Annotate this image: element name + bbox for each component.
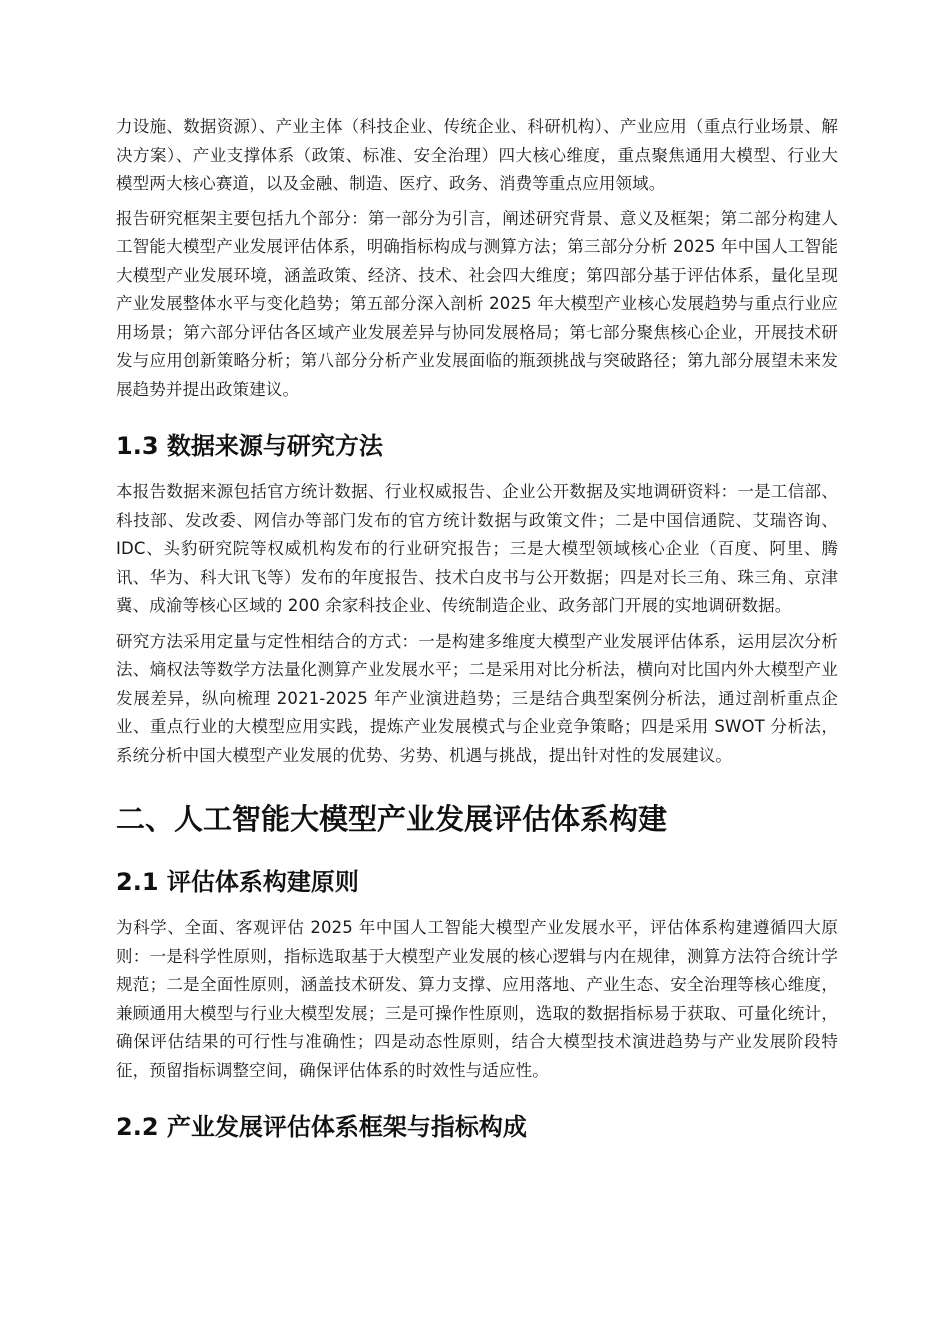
paragraph-methods: 研究方法采用定量与定性相结合的方式：一是构建多维度大模型产业发展评估体系，运用层次分析法、熵权法等数学方法量化测算产业发展水平；二是采用对比分析法，横向对比国内外大模型产业发展差异，纵向梳理 2021-2025 年产业演进趋势；三是结合典型案例分析法，通过剖析重点企业、重点行业的大模型应用实践，提炼产业发展模式与企业竞争策略；四是采用 SWOT 分析法，系统分析中国大模型产业发展的优势、劣势、机遇与挑战，提出针对性的发展建议。	[116, 631, 838, 765]
section-heading-2-1: 2.1 评估体系构建原则	[116, 868, 359, 896]
document-page	[116, 113, 838, 1143]
paragraph-data-sources: 本报告数据来源包括官方统计数据、行业权威报告、企业公开数据及实地调研资料：一是工信部、科技部、发改委、网信办等部门发布的官方统计数据与政策文件；二是中国信通院、艾瑞咨询、IDC、头豹研究院等权威机构发布的行业研究报告；三是大模型领域核心企业（百度、阿里、腾讯、华为、科大讯飞等）发布的年度报告、技术白皮书与公开数据；四是对长三角、珠三角、京津冀、成渝等核心区域的 200 余家科技企业、传统制造企业、政务部门开展的实地调研数据。	[116, 482, 838, 615]
paragraph-framework: 报告研究框架主要包括九个部分：第一部分为引言，阐述研究背景、意义及框架；第二部分构建人工智能大模型产业发展评估体系，明确指标构成与测算方法；第三部分分析 2025 年中国人工智能大模型产业发展环境，涵盖政策、经济、技术、社会四大维度；第四部分基于评估体系，量化呈现产业发展整体水平与变化趋势；第五部分深入剖析 2025 年大模型产业核心发展趋势与重点行业应用场景；第六部分评估各区域产业发展差异与协同发展格局；第七部分聚焦核心企业，开展技术研发与应用创新策略分析；第八部分分析产业发展面临的瓶颈挑战与突破路径；第九部分展望未来发展趋势并提出政策建议。	[116, 208, 838, 399]
section-heading-1-3: 1.3 数据来源与研究方法	[116, 432, 383, 460]
section-heading-2-2: 2.2 产业发展评估体系框架与指标构成	[116, 1113, 527, 1141]
paragraph-principles: 为科学、全面、客观评估 2025 年中国人工智能大模型产业发展水平，评估体系构建遵循四大原则：一是科学性原则，指标选取基于大模型产业发展的核心逻辑与内在规律，测算方法符合统计学规范；二是全面性原则，涵盖技术研发、算力支撑、应用落地、产业生态、安全治理等核心维度，兼顾通用大模型与行业大模型发展；三是可操作性原则，选取的数据指标易于获取、可量化统计，确保评估结果的可行性与准确性；四是动态性原则，结合大模型技术演进趋势与产业发展阶段特征，预留指标调整空间，确保评估体系的时效性与适应性。	[116, 918, 838, 1080]
paragraph-scope: 力设施、数据资源）、产业主体（科技企业、传统企业、科研机构）、产业应用（重点行业场景、解决方案）、产业支撑体系（政策、标准、安全治理）四大核心维度，重点聚焦通用大模型、行业大模型两大核心赛道，以及金融、制造、医疗、政务、消费等重点应用领域。	[116, 117, 838, 193]
chapter-heading-2: 二、人工智能大模型产业发展评估体系构建	[116, 802, 668, 836]
